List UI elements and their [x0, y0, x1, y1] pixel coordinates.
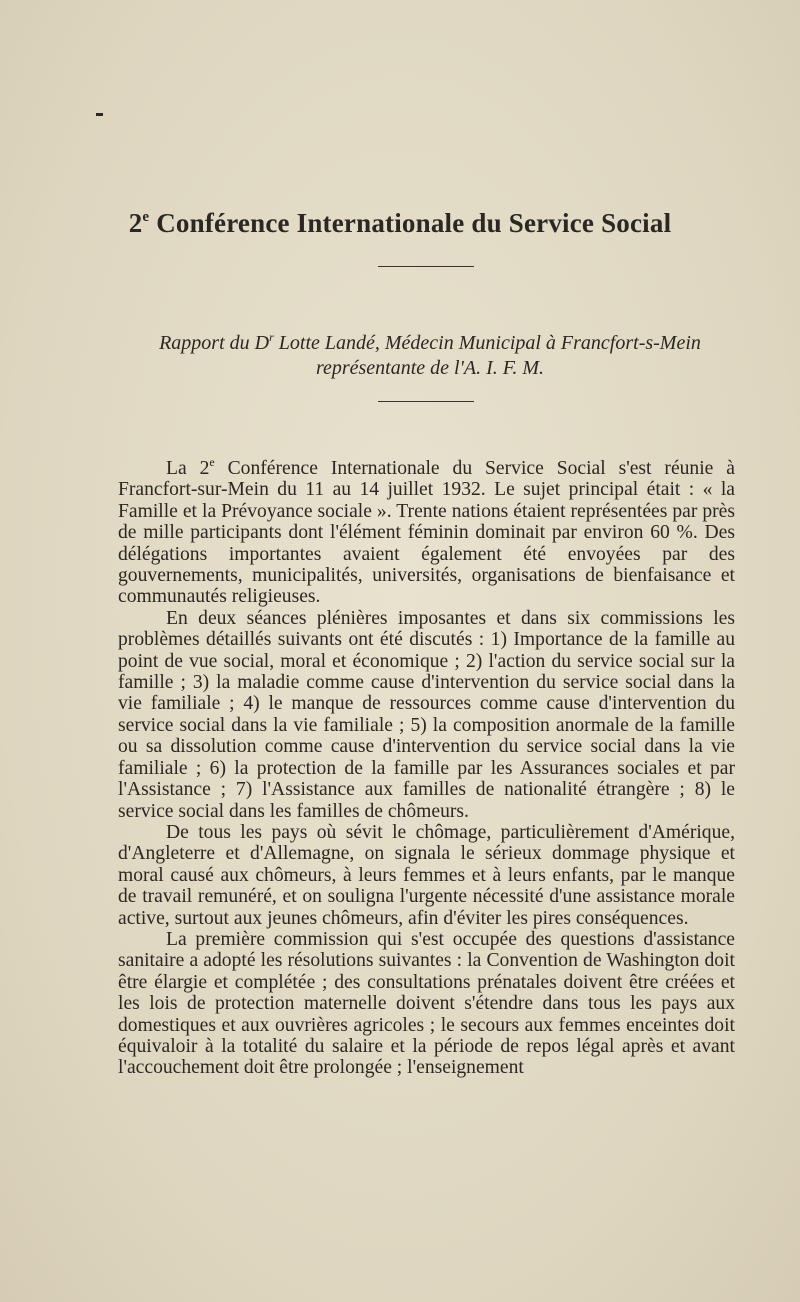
divider-top — [378, 266, 474, 267]
byline-sup: r — [269, 330, 274, 344]
byline-post: Lotte Landé, Médecin Municipal à Francfort-s-Mein — [273, 332, 701, 354]
byline-pre: Rapport du D — [159, 332, 270, 354]
paragraph-3: De tous les pays où sévit le chômage, particulièrement d'Amérique, d'Angleterre et d'Allemagne, on signala le sérieux dommage physique et moral causé aux chômeurs, à leurs femmes et à leurs enfants, par le manque de travail remunéré, et on souligna l'urgente nécessité d'une assistance morale active, surtout aux jeunes chômeurs, afin d'éviter les pires conséquences. — [118, 821, 735, 929]
article-body — [118, 452, 735, 1079]
p1-sup: e — [209, 455, 215, 469]
report-byline — [100, 325, 760, 381]
byline-line-2: représentante de l'A. I. F. M. — [315, 357, 545, 379]
divider-bottom — [378, 401, 474, 402]
paragraph-2: En deux séances plénières imposantes et dans six commissions les problèmes détaillés suivants ont été discutés : 1) Importance de la famille au point de vue social, moral et économique ; 2) l'action du service social sur la famille ; 3) la maladie comme cause d'intervention du service social dans la vie familiale ; 4) le manque de ressources comme cause d'intervention du service social dans la vie familiale ; 5) la composition anormale de la famille ou sa dissolution comme cause d'intervention du service social dans la vie familiale ; 6) la protection de la famille par les Assurances sociales et par l'Assistance ; 7) l'Assistance aux familles de nationalité étrangère ; 8) le service social dans les familles de chômeurs. — [118, 607, 735, 822]
paragraph-4: La première commission qui s'est occupée des questions d'assistance sanitaire a adopté les résolutions suivantes : la Convention de Washington doit être élargie et complétée ; des consultations prénatales doivent être créées et les lois de protection maternelle doivent s'étendre dans tous les pays aux domestiques et aux ouvrières agricoles ; le secours aux femmes enceintes doit équivaloir à la totalité du salaire et la période de repos légal après et avant l'accouchement doit être prolongée ; l'enseignement — [118, 928, 735, 1079]
title-text: Conférence Internationale du Service Social — [156, 208, 672, 238]
title-superscript: e — [142, 209, 150, 225]
paragraph-1 — [118, 452, 735, 608]
page-title — [0, 208, 800, 239]
byline-line-1 — [100, 325, 760, 356]
title-prefix: 2 — [128, 208, 143, 238]
p1-pre: La 2 — [166, 458, 210, 479]
p1-post: Conférence Internationale du Service Social s'est réunie à Francfort-sur-Mein du 11 au 14 juillet 1932. Le sujet principal était : « la Famille et la Prévoyance sociale ». Trente nations étaient représentées par près de mille participants dont l'élément féminin dominait par environ 60 %. Des délégations importantes avaient également été envoyées par des gouvernements, municipalités, universités, organisations de bienfaisance et communautés religieuses. — [118, 458, 735, 608]
ink-mark — [96, 113, 103, 116]
